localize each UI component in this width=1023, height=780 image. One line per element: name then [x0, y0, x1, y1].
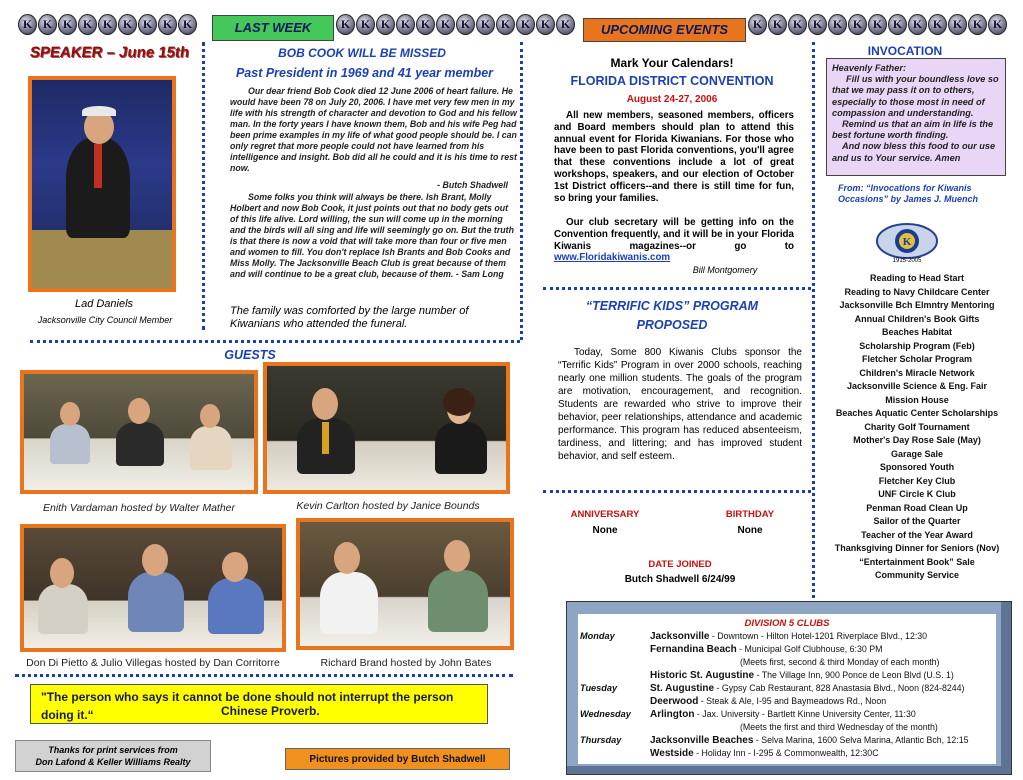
speaker-name: Lad Daniels: [74, 298, 134, 310]
service-item: Teacher of the Year Award: [861, 529, 973, 540]
column-divider-2: [520, 42, 523, 340]
terrific-title-1: “TERRIFIC KIDS” PROGRAM: [585, 299, 759, 313]
club-day: Thursday: [580, 735, 622, 745]
speaker-role: Jacksonville City Council Member: [37, 315, 173, 325]
club-name: Fernandina Beach: [650, 644, 737, 655]
cook-paragraph-3: The family was comforted by the large number of Kiwanians who attended the funeral.: [230, 305, 469, 330]
service-item: Charity Golf Tournament: [864, 421, 970, 432]
kiwanis-k-icon: K: [98, 14, 117, 35]
service-item: Beaches Habitat: [881, 327, 953, 337]
service-item: Thanksgiving Dinner for Seniors (Nov): [834, 543, 1000, 553]
logo-years: 1915-2005: [892, 258, 922, 264]
club-name: St. Augustine: [650, 683, 715, 694]
guest-caption-2: Kevin Carlton hosted by Janice Bounds: [296, 500, 480, 512]
club-detail: [650, 747, 879, 760]
kiwanis-k-icon: K: [948, 14, 967, 35]
club-address: - Steak & Ale, I-95 and Baymeadows Rd., Noon: [698, 696, 887, 706]
cook-subtitle: Past President in 1969 and 41 year member: [235, 66, 494, 80]
anniversary-value: None: [592, 525, 618, 536]
guest-photo-1: [20, 370, 258, 494]
club-address: - Gypsy Cab Restaurant, 828 Anastasia Blvd., Noon (824-8244): [714, 683, 965, 693]
club-name: Westside: [650, 748, 694, 759]
guest-photo-2: [263, 362, 510, 494]
kiwanis-k-icon: K: [556, 14, 575, 35]
services-list: [822, 272, 1012, 583]
section-divider-quote: [15, 674, 513, 677]
kiwanis-strip-right: [748, 14, 1018, 38]
kiwanis-k-icon: K: [788, 14, 807, 35]
service-item: Beaches Aquatic Center Scholarships: [835, 408, 999, 418]
kiwanis-k-icon: K: [456, 14, 475, 35]
club-name: Jacksonville: [650, 631, 710, 642]
section-divider-terrific: [543, 490, 811, 493]
convention-title: FLORIDA DISTRICT CONVENTION: [570, 74, 774, 88]
division-club-row: [580, 656, 996, 669]
club-address: - The Village Inn, 900 Ponce de Leon Blvd (U.S. 1): [754, 670, 954, 680]
cook-signature-1: - Butch Shadwell: [437, 180, 508, 190]
division-club-row: [580, 630, 996, 643]
speaker-photo: [28, 76, 176, 292]
kiwanis-k-icon: K: [988, 14, 1007, 35]
cook-title: BOB COOK WILL BE MISSED: [278, 46, 446, 60]
thanks-line-1: Thanks for print services from: [48, 745, 178, 755]
kiwanis-k-icon: K: [416, 14, 435, 35]
kiwanis-k-icon: K: [476, 14, 495, 35]
club-day: [580, 721, 650, 734]
division-club-row: [580, 734, 996, 747]
kiwanis-k-icon: K: [436, 14, 455, 35]
division-club-row: [580, 643, 996, 656]
kiwanis-k-icon: K: [118, 14, 137, 35]
convention-date: August 24-27, 2006: [626, 94, 718, 105]
thanks-line-2: Don Lafond & Keller Williams Realty: [35, 757, 191, 767]
service-item: Reading to Head Start: [869, 273, 964, 283]
club-detail: [650, 734, 969, 747]
convention-mark: Mark Your Calendars!: [610, 56, 734, 70]
pictures-credit: Pictures provided by Butch Shadwell: [285, 748, 510, 770]
kiwanis-k-icon: K: [158, 14, 177, 35]
club-day: Wednesday: [580, 709, 631, 719]
thanks-box: [15, 740, 211, 772]
division-title: DIVISION 5 CLUBS: [744, 618, 830, 629]
service-item: Sailor of the Quarter: [873, 516, 961, 526]
service-item: Garage Sale: [890, 448, 944, 459]
invocation-paragraph-1: Fill us with your boundless love so that we may pass it on to others, especially to those most in need of compassion and understanding.: [832, 74, 999, 118]
guest-caption-1: Enith Vardaman hosted by Walter Mather: [42, 502, 235, 514]
kiwanis-k-icon: K: [396, 14, 415, 35]
division-club-list: [578, 630, 996, 760]
terrific-title-2: PROPOSED: [636, 318, 708, 332]
service-item: Children's Miracle Network: [859, 367, 975, 378]
anniversary-label: ANNIVERSARY: [570, 509, 640, 520]
last-week-tab: LAST WEEK: [212, 15, 334, 41]
kiwanis-k-icon: K: [536, 14, 555, 35]
convention-signature: Bill Montgomery: [692, 265, 758, 275]
kiwanis-k-icon: K: [178, 14, 197, 35]
division-club-row: [580, 695, 996, 708]
service-item: UNF Circle K Club: [878, 489, 956, 499]
terrific-paragraph: Today, Some 800 Kiwanis Clubs sponsor the “Terrific Kids” Program in over 2000 schools, reaching nearly one million students. The goals of the program are motivation, encouragement, and recognition. Students are rewarded who strive to improve their behavior, peer relationships, attendance and academic performance. This program has reduced absenteeism, tardiness, and littering; and has improved student behavior, and self esteem.: [558, 347, 802, 462]
date-joined-label: DATE JOINED: [648, 559, 712, 570]
club-name: Deerwood: [650, 696, 699, 707]
service-item: Annual Children's Book Gifts: [854, 313, 980, 324]
kiwanis-k-icon: K: [496, 14, 515, 35]
kiwanis-k-icon: K: [18, 14, 37, 35]
svg-text:K: K: [902, 236, 912, 248]
service-item: Fletcher Key Club: [878, 475, 956, 486]
club-day: [580, 643, 650, 656]
convention-paragraph-2: [554, 217, 794, 264]
club-detail: [650, 682, 964, 695]
cook-paragraph-1: Our dear friend Bob Cook died 12 June 2006 of heart failure. He would have been 78 on July 20, 2006. I have met very few men in my life with his strength of character and devotion to God and his fellow man. In the forty years I have known them, Bob and his wife Peg had been prime examples in my life of what good people should be. I can only regret that more people could not have learned from his intelligence and insight. Bob did all he could and it is his time to rest now.: [230, 86, 517, 173]
birthday-label: BIRTHDAY: [725, 509, 775, 520]
club-day: Monday: [580, 631, 615, 641]
service-item: Mission House: [885, 394, 949, 405]
service-item: Scholarship Program (Feb): [859, 340, 975, 351]
kiwanis-k-icon: K: [38, 14, 57, 35]
kiwanis-k-icon: K: [868, 14, 887, 35]
invocation-box: [826, 58, 1006, 176]
service-item: Penman Road Clean Up: [866, 502, 968, 513]
division-clubs-content: [578, 614, 996, 764]
service-item: Mother's Day Rose Sale (May): [853, 435, 981, 445]
service-item: “Entertainment Book” Sale: [859, 556, 975, 567]
kiwanis-k-icon: K: [516, 14, 535, 35]
birthday-value: None: [737, 525, 763, 536]
service-item: Reading to Navy Childcare Center: [844, 286, 990, 297]
invocation-title: INVOCATION: [867, 44, 943, 58]
club-detail: [650, 643, 882, 656]
club-address: - Holiday Inn - I-295 & Commonwealth, 12:30C: [693, 748, 879, 758]
club-detail: [650, 695, 886, 708]
kiwanis-k-icon: K: [336, 14, 355, 35]
club-day: [580, 669, 650, 682]
guest-photo-3: [20, 524, 286, 652]
cook-paragraph-2: Some folks you think will always be there. Ish Brant, Molly Holbert and now Bob Cook, it just points out that no body gets out of this life alive. Lord willing, the sun will come up in the morning and the birds will all sing and life will seemingly go on. But the truth is that there is now a void that will take more than four or five men and women to fill. You don't replace Ish Brants and Bob Cooks and Miss Molly. The Jacksonville Beach Club is great because of them and will continue to be a great club, because of them. - Sam Long: [230, 192, 514, 279]
club-detail: [650, 656, 940, 669]
club-day: Tuesday: [580, 683, 618, 693]
kiwanis-k-icon: K: [848, 14, 867, 35]
quote-box: [30, 684, 488, 724]
club-detail: [650, 721, 938, 734]
upcoming-events-tab: UPCOMING EVENTS: [583, 18, 746, 42]
kiwanis-k-icon: K: [356, 14, 375, 35]
division-club-row: [580, 721, 996, 734]
club-address: (Meets the first and third Wednesday of the month): [740, 722, 938, 732]
kiwanis-k-icon: K: [908, 14, 927, 35]
club-name: Historic St. Augustine: [650, 670, 755, 681]
kiwanis-k-icon: K: [78, 14, 97, 35]
guest-photo-4: [296, 518, 514, 650]
club-detail: [650, 669, 954, 682]
club-name: Jacksonville Beaches: [650, 735, 754, 746]
division-club-row: [580, 682, 996, 695]
quote-author: Chinese Proverb.: [221, 704, 320, 718]
club-day: [580, 747, 650, 760]
guest-caption-3: Don Di Pietto & Julio Villegas hosted by Dan Corritorre: [26, 657, 280, 669]
division-club-row: [580, 669, 996, 682]
invocation-paragraph-2: Remind us that an aim in life is the best fortune worth finding.: [832, 119, 994, 141]
convention-link[interactable]: www.Floridakiwanis.com: [554, 252, 671, 264]
club-address: - Municipal Golf Clubhouse, 6:30 PM: [736, 644, 883, 654]
kiwanis-k-icon: K: [828, 14, 847, 35]
speaker-title: SPEAKER – June 15th: [28, 44, 191, 61]
invocation-source: From: “Invocations for Kiwanis Occasions” by James J. Muench: [838, 183, 979, 204]
section-divider-convention: [543, 287, 811, 290]
guests-title: GUESTS: [224, 348, 276, 362]
kiwanis-k-icon: K: [928, 14, 947, 35]
kiwanis-k-icon: K: [888, 14, 907, 35]
service-item: Jacksonville Science & Eng. Fair: [846, 381, 988, 391]
convention-paragraph-1: All new members, seasoned members, officers and Board members should plan to attend this annual event for Florida Kiwanians. For those who have been to past Florida conventions, you'll agree that these conventions include a lot of great workshops, speakers, and our election of October 1st District officers--and there is still time for fun, so bring your families.: [554, 110, 794, 204]
service-item: Fletcher Scholar Program: [861, 354, 973, 364]
kiwanis-k-icon: K: [768, 14, 787, 35]
kiwanis-k-icon: K: [748, 14, 767, 35]
kiwanis-k-icon: K: [808, 14, 827, 35]
kiwanis-k-icon: K: [138, 14, 157, 35]
service-item: Sponsored Youth: [879, 462, 955, 472]
club-address: - Jax. University - Bartlett Kinne University Center, 11:30: [694, 709, 916, 719]
quote-text: "The person who says it cannot be done should not interrupt the person doing it.“: [41, 690, 454, 722]
division-club-row: [580, 708, 996, 721]
club-address: - Selva Marina, 1600 Selva Marina, Atlantic Bch, 12:15: [753, 735, 969, 745]
kiwanis-k-icon: K: [376, 14, 395, 35]
club-name: Arlington: [650, 709, 695, 720]
club-day: [580, 656, 650, 669]
club-address: (Meets first, second & third Monday of each month): [740, 657, 940, 667]
service-item: Jacksonville Bch Elmntry Mentoring: [839, 300, 995, 310]
kiwanis-strip-left: [18, 14, 213, 38]
division-club-row: [580, 747, 996, 760]
guest-caption-4: Richard Brand hosted by John Bates: [320, 657, 492, 669]
service-item: Community Service: [874, 570, 960, 580]
kiwanis-k-icon: K: [968, 14, 987, 35]
invocation-paragraph-3: And now bless this food to our use and us to Your service. Amen: [832, 141, 996, 163]
invocation-heading: Heavenly Father:: [832, 63, 907, 73]
date-joined-value: Butch Shadwell 6/24/99: [624, 574, 736, 585]
club-detail: [650, 708, 916, 721]
column-divider-3: [812, 42, 815, 598]
section-divider-guests: [30, 340, 520, 343]
club-address: - Downtown - Hilton Hotel-1201 Riverplace Blvd., 12:30: [709, 631, 928, 641]
kiwanis-strip-middle: [336, 14, 580, 38]
club-detail: [650, 630, 927, 643]
column-divider-1: [202, 42, 205, 330]
club-day: [580, 695, 650, 708]
kiwanis-k-icon: K: [58, 14, 77, 35]
convention-paragraph-2-text: Our club secretary will be getting info on the Convention frequently, and it will be in your Florida Kiwanis magazines--or go to: [554, 217, 794, 252]
